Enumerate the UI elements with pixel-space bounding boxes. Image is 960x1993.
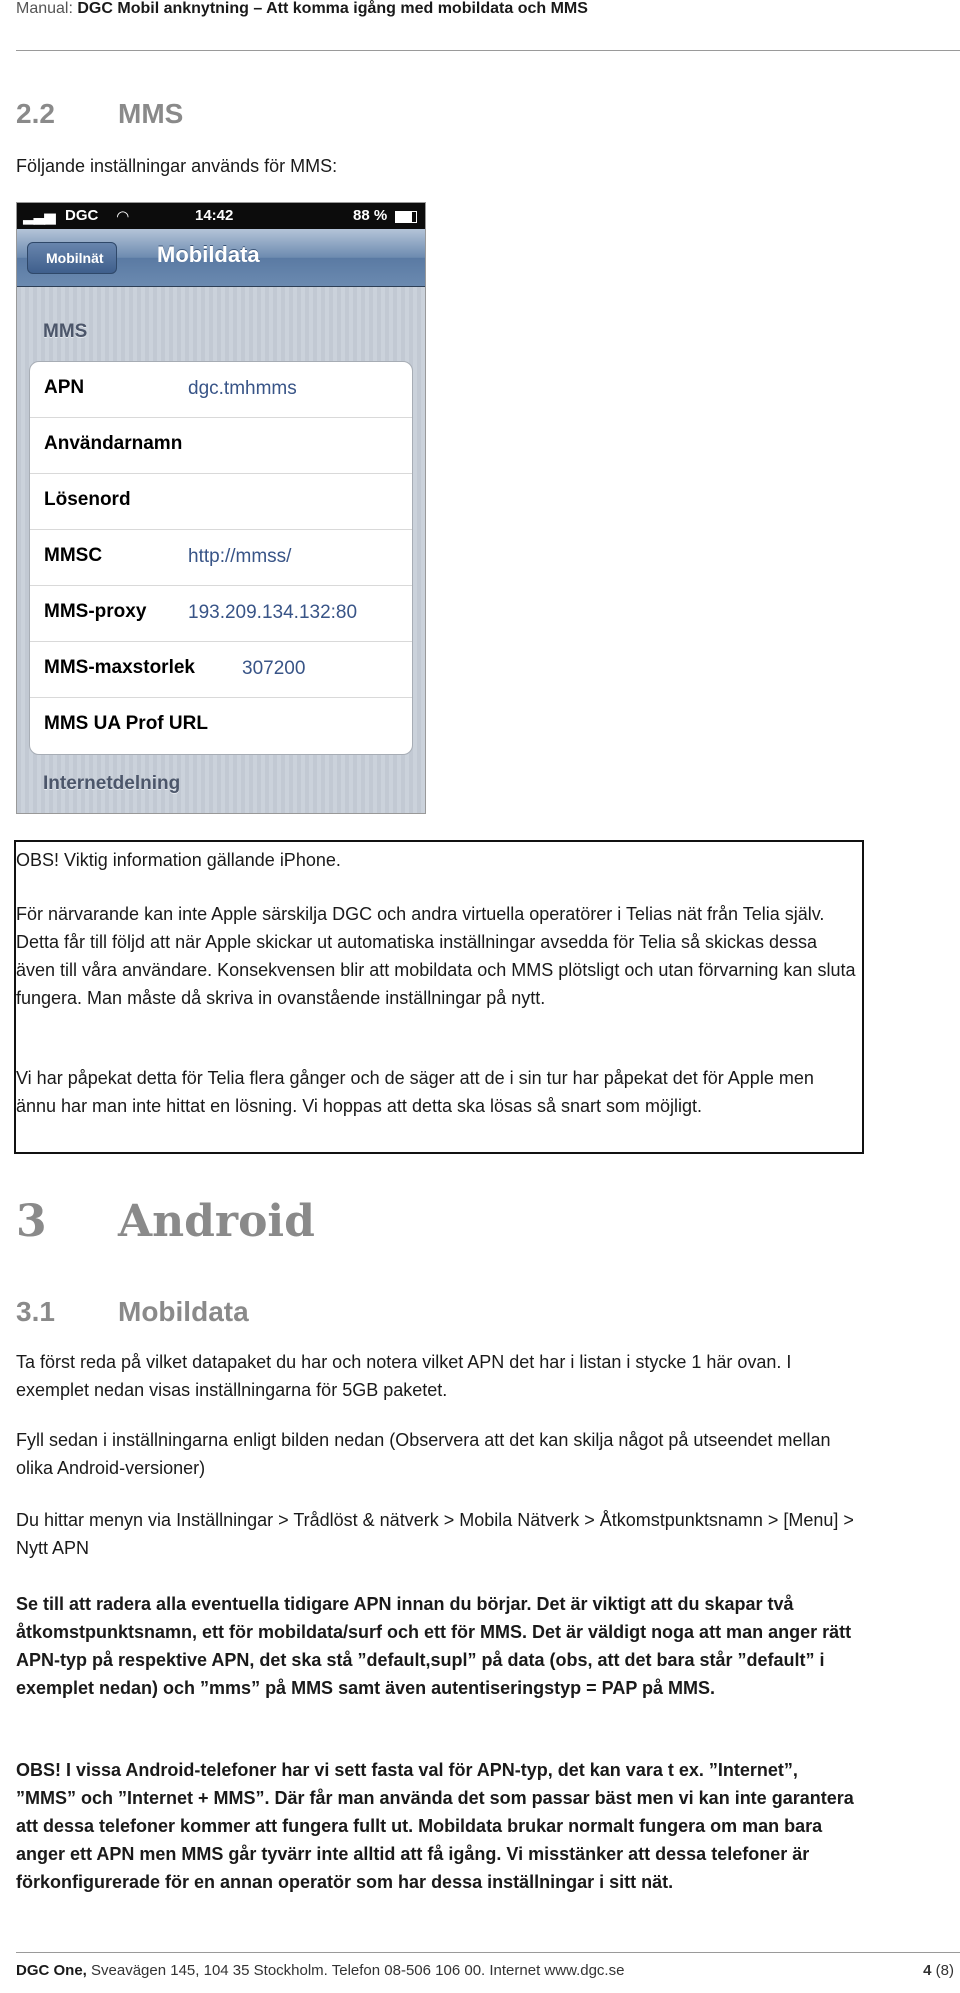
section-3-title: Android xyxy=(118,1196,315,1247)
status-battery: 88 % xyxy=(353,207,388,224)
page-number xyxy=(923,1962,954,1979)
setting-label: Användarnamn xyxy=(44,433,183,454)
iphone-mms-screenshot xyxy=(16,202,426,814)
section-2-2-title: MMS xyxy=(118,98,184,129)
paragraph: Ta först reda på vilket datapaket du har och notera vilket APN det har i listan i stycke 1 här ovan. I exemplet nedan visas inställningarna för 5GB paketet. xyxy=(16,1352,792,1400)
section-3-1-title: Mobildata xyxy=(118,1296,249,1327)
setting-value[interactable]: http://mmss/ xyxy=(188,546,292,567)
setting-label: MMS-proxy xyxy=(44,601,147,622)
page-current: 4 xyxy=(923,1962,932,1979)
footer-company: DGC One, xyxy=(16,1962,87,1979)
paragraph-bold: Se till att radera alla eventuella tidigare APN innan du börjar. Det är viktigt att du skapar två åtkomstpunktsnamn, ett för mobildata/surf och ett för MMS. Det är väldigt noga att man anger rätt APN-typ på respektive APN, det ska stå ”default,supl” på data (obs, att det bara står ”default” i exemplet nedan) och ”mms” på MMS samt även autentiseringstyp = PAP på MMS. xyxy=(16,1594,852,1698)
header-divider xyxy=(16,50,960,51)
signal-icon: ▂▃▅ xyxy=(23,208,55,225)
setting-row[interactable] xyxy=(30,418,412,474)
nav-bar xyxy=(17,229,425,287)
section-2-2-intro: Följande inställningar används för MMS: xyxy=(16,156,338,176)
status-time: 14:42 xyxy=(195,207,234,224)
page-total: (8) xyxy=(935,1962,954,1979)
obs-paragraph: För närvarande kan inte Apple särskilja DGC och andra virtuella operatörer i Telias nät från Telia själv. Detta får till följd att när Apple skickar ut automatiska inställningar avsedda för Telia så skickas dessa även till våra användare. Konsekvensen blir att mobildata och MMS plötsligt och utan förvarning kan sluta fungera. Man måste då skriva in ovanstående inställningar på nytt. xyxy=(16,904,856,1008)
header-title: DGC Mobil anknytning – Att komma igång med mobildata och MMS xyxy=(77,0,588,17)
status-carrier: DGC xyxy=(65,207,99,224)
footer-address: Sveavägen 145, 104 35 Stockholm. Telefon 08-506 106 00. Internet www.dgc.se xyxy=(91,1962,625,1979)
back-button[interactable]: Mobilnät xyxy=(27,242,117,274)
obs-heading: OBS! Viktig information gällande iPhone. xyxy=(16,850,341,870)
setting-label: Lösenord xyxy=(44,489,131,510)
page-header xyxy=(16,0,588,18)
setting-row[interactable] xyxy=(30,698,412,753)
setting-label: MMSC xyxy=(44,545,103,566)
setting-row[interactable] xyxy=(30,586,412,642)
setting-value[interactable]: dgc.tmhmms xyxy=(188,378,297,399)
paragraph: Fyll sedan i inställningarna enligt bilden nedan (Observera att det kan skilja något på utseendet mellan olika Android-versioner) xyxy=(16,1430,831,1478)
setting-label: MMS-maxstorlek xyxy=(44,657,195,678)
section-3-number: 3 xyxy=(16,1196,47,1247)
setting-row[interactable] xyxy=(30,474,412,530)
setting-row[interactable] xyxy=(30,362,412,418)
setting-label: APN xyxy=(44,377,85,398)
setting-row[interactable] xyxy=(30,642,412,698)
page-footer xyxy=(16,1962,624,1979)
internetdelning-label: Internetdelning xyxy=(43,773,181,794)
section-3-1-number: 3.1 xyxy=(16,1296,55,1327)
mms-group-label: MMS xyxy=(43,321,88,342)
paragraph-bold: OBS! I vissa Android-telefoner har vi sett fasta val för APN-typ, det kan vara t ex. ”Internet”, ”MMS” och ”Internet + MMS”. Där får man använda det som passar bäst men vi kan inte garantera att dessa telefoner kommer att fungera fullt ut. Mobildata brukar normalt fungera om man bara anger ett APN men MMS går tyvärr inte alltid att få igång. Vi misstänker att dessa telefoner är förkonfigurerade för en annan operatör som har dessa inställningar i sitt nät. xyxy=(16,1760,854,1892)
obs-paragraph: Vi har påpekat detta för Telia flera gånger och de säger att de i sin tur har påpekat det för Apple men ännu har man inte hittat en lösning. Vi hoppas att detta ska lösas så snart som möjligt. xyxy=(16,1068,814,1116)
nav-title: Mobildata xyxy=(157,242,260,267)
setting-row[interactable] xyxy=(30,530,412,586)
section-2-2-number: 2.2 xyxy=(16,98,55,129)
status-bar xyxy=(17,203,425,229)
setting-value[interactable]: 193.209.134.132:80 xyxy=(188,602,358,623)
wifi-icon: ◠ xyxy=(117,208,129,225)
paragraph: Du hittar menyn via Inställningar > Trådlöst & nätverk > Mobila Nätverk > Åtkomstpunktsnamn > [Menu] > Nytt APN xyxy=(16,1510,854,1558)
battery-icon xyxy=(395,211,417,223)
footer-divider xyxy=(16,1952,960,1953)
setting-label: MMS UA Prof URL xyxy=(44,713,208,734)
mms-settings-card xyxy=(29,361,413,755)
setting-value[interactable]: 307200 xyxy=(242,658,306,679)
header-prefix: Manual: xyxy=(16,0,73,17)
